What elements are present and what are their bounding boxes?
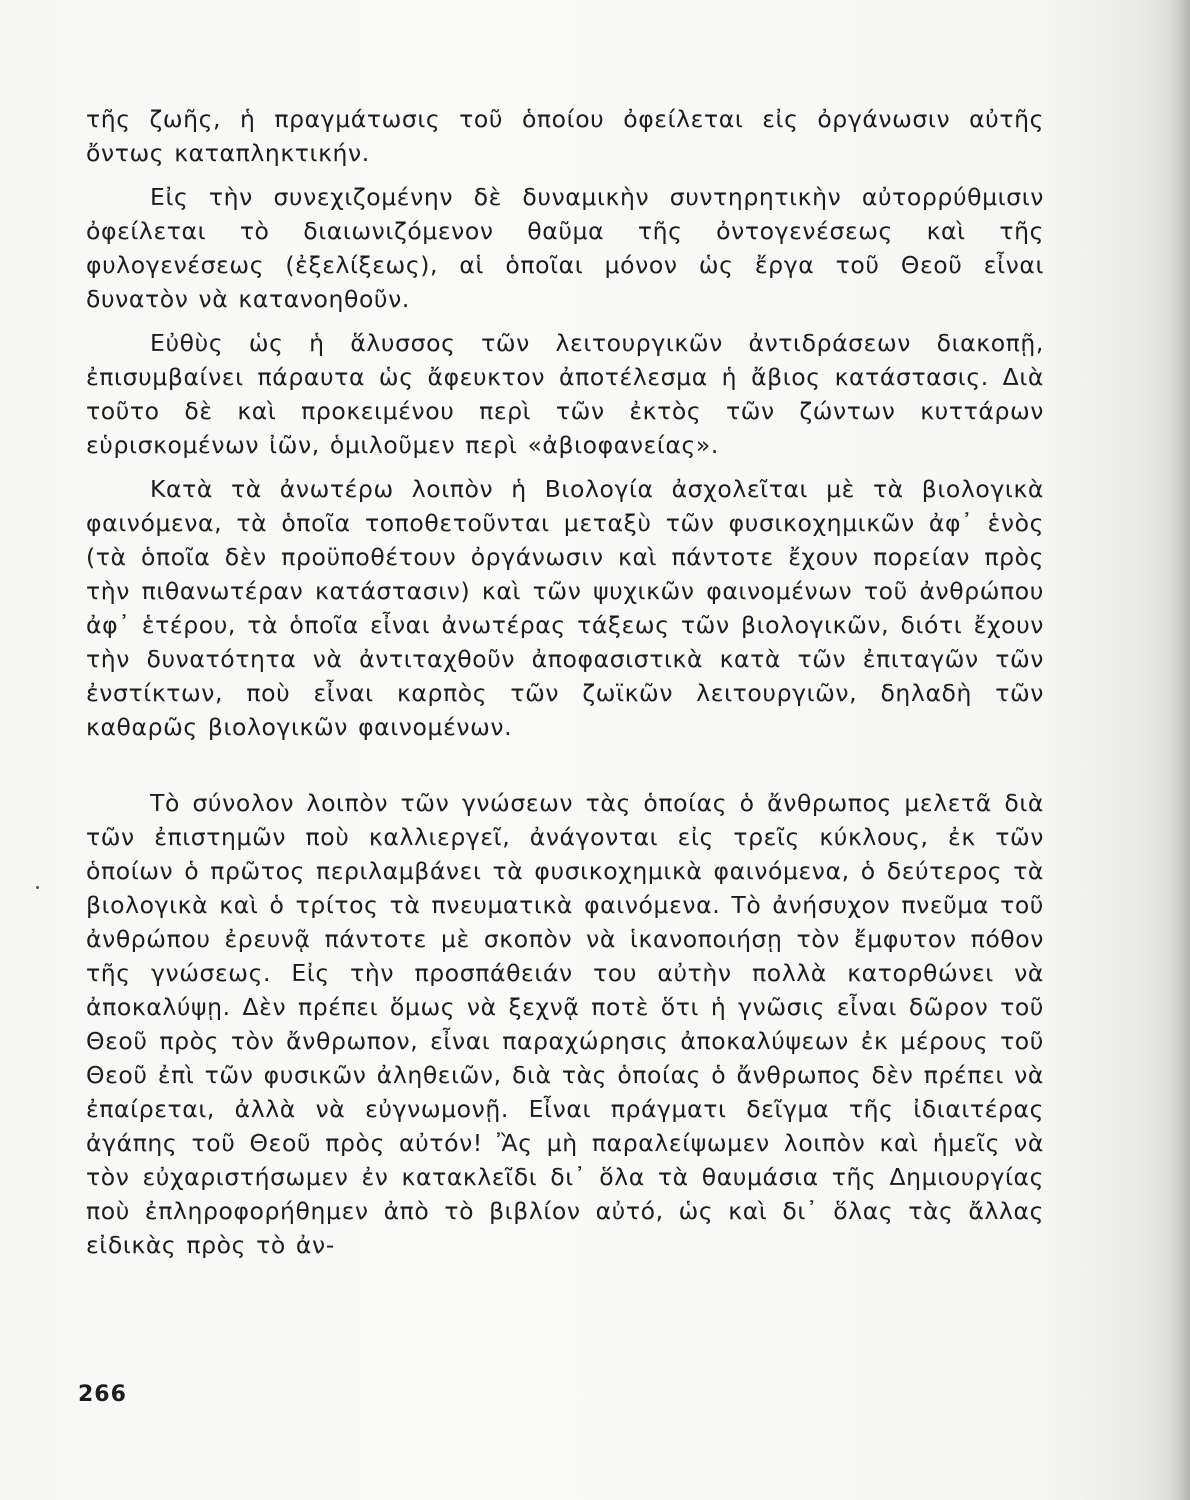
paragraph-4: Κατὰ τὰ ἀνωτέρω λοιπὸν ἡ Βιολογία ἀσχολεῖται μὲ τὰ βιολογικὰ φαινόμενα, τὰ ὁποῖα τοποθετοῦνται μεταξὺ τῶν φυσικοχημικῶν ἀφ᾽ ἑνὸς (τὰ ὁποῖα δὲν προϋποθέτουν ὀργάνωσιν καὶ πάντοτε ἔχουν πορείαν πρὸς τὴν πιθανωτέραν κατάστασιν) καὶ τῶν ψυχικῶν φαινομένων τοῦ ἀνθρώπου ἀφ᾽ ἑτέρου, τὰ ὁποῖα εἶναι ἀνωτέρας τάξεως τῶν βιολογικῶν, διότι ἔχουν τὴν δυνατότητα νὰ ἀντιταχθοῦν ἀποφασιστικὰ κατὰ τῶν ἐπιταγῶν τῶν ἐνστίκτων, ποὺ εἶναι καρπὸς τῶν ζωϊκῶν λειτουργιῶν, δηλαδὴ τῶν καθαρῶς βιολογικῶν φαινομένων. [86,475,1044,741]
page-number: 266 [78,1382,127,1407]
paragraph-3: Εὐθὺς ὡς ἡ ἅλυσσος τῶν λειτουργικῶν ἀντιδράσεων διακοπῇ, ἐπισυμβαίνει πάραυτα ὡς ἄφευκτον ἀποτέλεσμα ἡ ἄβιος κατάστασις. Διὰ τοῦτο δὲ καὶ προκειμένου περὶ τῶν ἐκτὸς τῶν ζώντων κυττάρων εὑρισκομένων ἰῶν, ὁμιλοῦμεν περὶ «ἀβιοφανείας». [86,329,1044,459]
paragraph-5: Τὸ σύνολον λοιπὸν τῶν γνώσεων τὰς ὁποίας ὁ ἄνθρωπος μελετᾶ διὰ τῶν ἐπιστημῶν ποὺ καλλιεργεῖ, ἀνάγονται εἰς τρεῖς κύκλους, ἐκ τῶν ὁποίων ὁ πρῶτος περιλαμβάνει τὰ φυσικοχημικὰ φαινόμενα, ὁ δεύτερος τὰ βιολογικὰ καὶ ὁ τρίτος τὰ πνευματικὰ φαινόμενα. Τὸ ἀνήσυχον πνεῦμα τοῦ ἀνθρώπου ἐρευνᾷ πάντοτε μὲ σκοπὸν νὰ ἱκανοποιήσῃ τὸν ἔμφυτον πόθον τῆς γνώσεως. Εἰς τὴν προσπάθειάν του αὐτὴν πολλὰ κατορθώνει νὰ ἀποκαλύψῃ. Δὲν πρέπει ὅμως νὰ ξεχνᾷ ποτὲ ὅτι ἡ γνῶσις εἶναι δῶρον τοῦ Θεοῦ πρὸς τὸν ἄνθρωπον, εἶναι παραχώρησις ἀποκαλύψεων ἐκ μέρους τοῦ Θεοῦ ἐπὶ τῶν φυσικῶν ἀληθειῶν, διὰ τὰς ὁποίας ὁ ἄνθρωπος δὲν πρέπει νὰ ἐπαίρεται, ἀλλὰ νὰ εὐγνωμονῇ. Εἶναι πράγματι δεῖγμα τῆς ἰδιαιτέρας ἀγάπης τοῦ Θεοῦ πρὸς αὐτόν! Ἂς μὴ παραλείψωμεν λοιπὸν καὶ ἡμεῖς νὰ τὸν εὐχαριστήσωμεν ἐν κατακλεῖδι δι᾽ ὅλα τὰ θαυμάσια τῆς Δημιουργίας ποὺ ἐπληροφορήθημεν ἀπὸ τὸ βιβλίον αὐτό, ὡς καὶ δι᾽ ὅλας τὰς ἄλλας εἰδικὰς πρὸς τὸ ἀν- [86,789,1044,1259]
paragraph-2: Εἰς τὴν συνεχιζομένην δὲ δυναμικὴν συντηρητικὴν αὐτορρύθμισιν ὀφείλεται τὸ διαιωνιζόμενον θαῦμα τῆς ὀντογενέσεως καὶ τῆς φυλογενέσεως (ἐξελίξεως), αἱ ὁποῖαι μόνον ὡς ἔργα τοῦ Θεοῦ εἶναι δυνατὸν νὰ κατανοηθοῦν. [86,183,1044,313]
print-speck [36,886,39,889]
paragraph-1: τῆς ζωῆς, ἡ πραγμάτωσις τοῦ ὁποίου ὀφείλεται εἰς ὀργάνωσιν αὐτῆς ὄντως καταπληκτικήν. [86,105,1044,167]
body-text [86,102,1044,1272]
page-gutter-shadow [1168,0,1190,1500]
